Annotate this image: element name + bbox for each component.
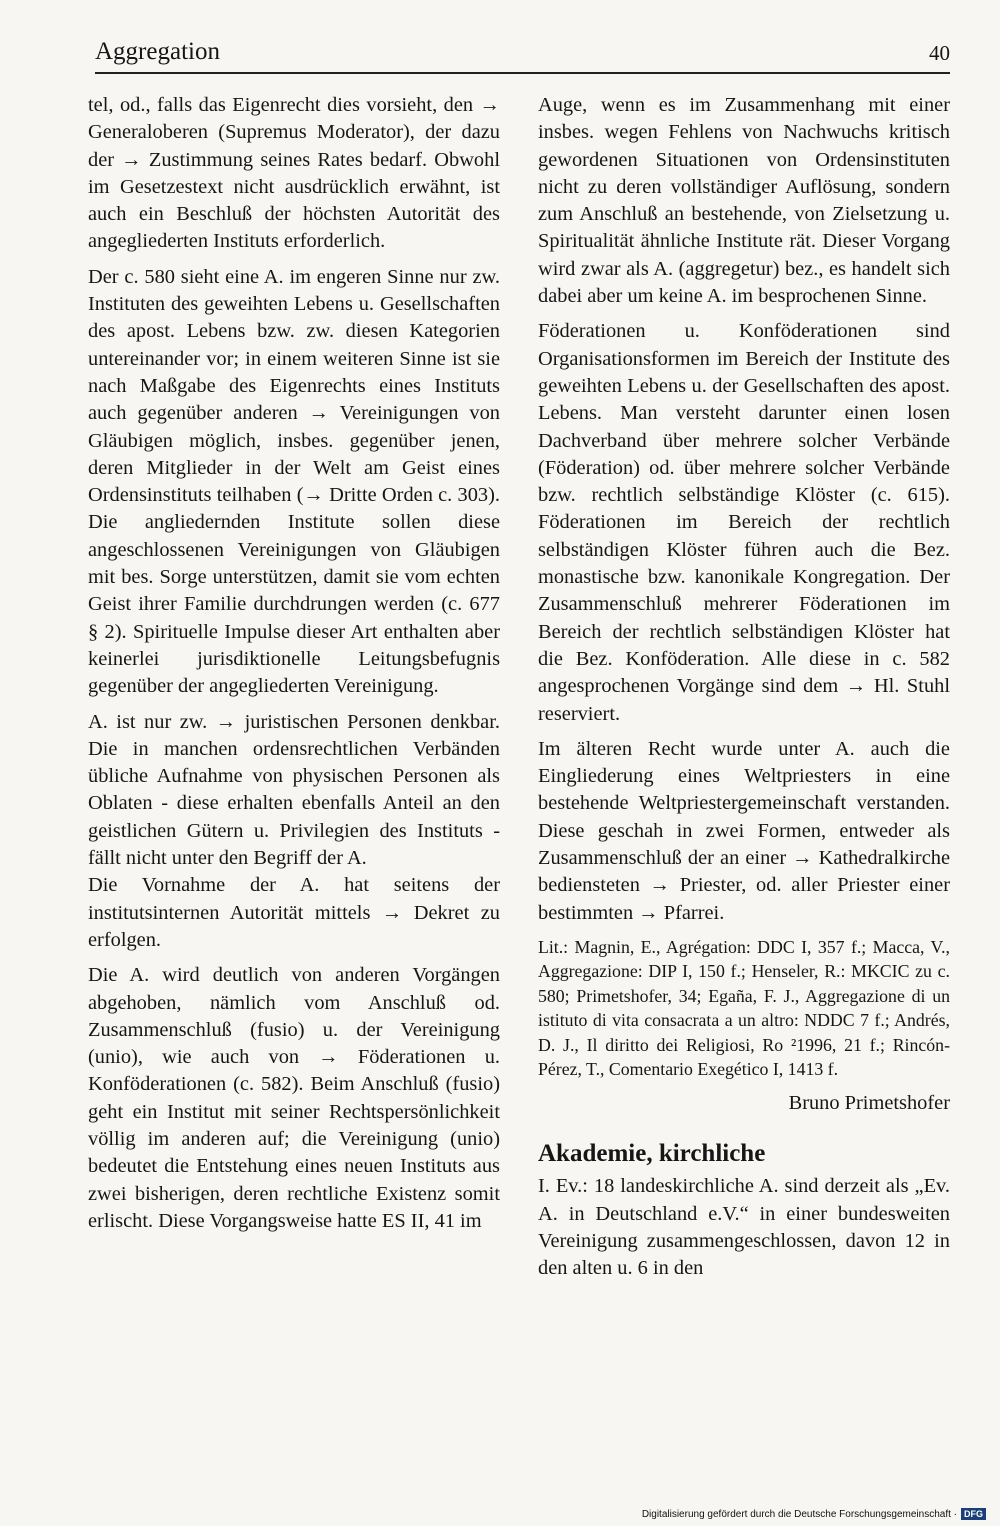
paragraph: Die A. wird deutlich von anderen Vorgängen abgehoben, nämlich vom Anschluß od. Zusammenschluß (fusio) u. der Vereinigung (unio), wie auch von → Föderationen u. Konföderationen (c. 582). Beim Anschluß (fusio) geht ein Institut mit seiner Rechtspersönlichkeit völlig im anderen auf; die Vereinigung (unio) bedeutet die Entstehung eines neuen Instituts aus zwei bisherigen, deren rechtliche Existenz somit erlischt. Diese Vorgangsweise hatte ES II, 41 im: [88, 964, 500, 1232]
paragraph: tel, od., falls das Eigenrecht dies vorsieht, den → Generaloberen (Supremus Moderator), der dazu der → Zustimmung seines Rates bedarf. Obwohl im Gesetzestext nicht ausdrücklich erwähnt, ist auch ein Beschluß der höchsten Autorität des angegliederten Instituts erforderlich.: [88, 94, 500, 253]
dfg-logo: DFG: [961, 1508, 986, 1520]
page-number: 40: [929, 41, 950, 65]
paragraph: Im älteren Recht wurde unter A. auch die Eingliederung eines Weltpriesters in eine bestehende Weltpriestergemeinschaft verstanden. Diese geschah in zwei Formen, entweder als Zusammenschluß der an einer → Kathedralkirche bediensteten → Priester, od. aller Priester einer bestimmten → Pfarrei.: [538, 737, 950, 924]
digitization-footer: [642, 1508, 986, 1520]
paragraph: A. ist nur zw. → juristischen Personen denkbar. Die in manchen ordensrechtlichen Verbänden übliche Aufnahme von physischen Personen als Oblaten - diese erhalten ebenfalls Anteil an den geistlichen Gütern u. Privilegien des Instituts - fällt nicht unter den Begriff der A.: [88, 710, 500, 870]
running-head: Aggregation: [95, 38, 220, 65]
footer-credit: Digitalisierung gefördert durch die Deutsche Forschungsgemeinschaft ·: [641, 1508, 957, 1520]
paragraph: I. Ev.: 18 landeskirchliche A. sind derzeit als „Ev. A. in Deutschland e.V.“ in einer bundesweiten Vereinigung zusammengeschlossen, davon 12 in den alten u. 6 in den: [538, 1175, 950, 1280]
left-column: [88, 92, 500, 1243]
paragraph: Der c. 580 sieht eine A. im engeren Sinne nur zw. Instituten des geweihten Lebens u. Gesellschaften des apost. Lebens bzw. zw. diesen Kategorien untereinander vor; in einem weiteren Sinne ist sie nach Maßgabe des Eigenrechts eines Instituts auch gegenüber anderen → Vereinigungen von Gläubigen möglich, insbes. gegenüber jenen, deren Mitglieder in der Welt am Geist eines Ordensinstituts teilhaben (→ Dritte Orden c. 303). Die angliedernden Institute sollen diese angeschlossenen Vereinigungen von Gläubigen mit bes. Sorge unterstützen, damit sie vom echten Geist ihrer Familie durchdrungen werden (c. 677 § 2). Spirituelle Impulse dieser Art enthalten aber keinerlei jurisdiktionelle Leitungsbefugnis gegenüber der angegliederten Vereinigung.: [88, 265, 500, 698]
entry-heading: Akademie, kirchliche: [538, 1140, 766, 1168]
right-column: [538, 92, 950, 1290]
paragraph: Auge, wenn es im Zusammenhang mit einer insbes. wegen Fehlens von Nachwuchs kritisch gewordenen Situationen von Ordensinstituten nicht zu deren vollständiger Auflösung, sondern zum Anschluß an bestehende, von Zielsetzung u. Spiritualität ähnliche Institute rät. Dieser Vorgang wird zwar als A. (aggregetur) bez., es handelt sich dabei aber um keine A. im besprochenen Sinne.: [538, 94, 950, 308]
literature-references: Lit.: Magnin, E., Agrégation: DDC I, 357 f.; Macca, V., Aggregazione: DIP I, 150 f.; Henseler, R.: MKCIC zu c. 580; Primetshofer, 34; Egaña, F. J., Aggregazione di un istituto di vita consacrata a un altro: NDDC 7 f.; Andrés, D. J., Il diritto dei Religiosi, Ro ²1996, 21 f.; Rincón-Pérez, T., Comentario Exegético I, 1413 f.: [538, 936, 950, 1080]
author-signature: Bruno Primetshofer: [788, 1091, 950, 1114]
paragraph: Föderationen u. Konföderationen sind Organisationsformen im Bereich der Institute des geweihten Lebens u. der Gesellschaften des apost. Lebens. Man versteht darunter einen losen Dachverband über mehrere solcher Verbände (Föderation) od. über mehrere solcher Verbände bzw. rechtlich selbständige Klöster (c. 615). Föderationen im Bereich der rechtlich selbständigen Klöster führen auch die Bez. monastische bzw. kanonikale Kongregation. Der Zusammenschluß mehrerer Föderationen im Bereich der rechtlich selbständigen Klöster hat die Bez. Konföderation. Alle diese in c. 582 angesprochenen Vorgänge sind dem → Hl. Stuhl reserviert.: [538, 320, 950, 725]
paragraph: Die Vornahme der A. hat seitens der institutsinternen Autorität mittels → Dekret zu erfolgen.: [88, 874, 500, 951]
page-header: [95, 28, 950, 74]
